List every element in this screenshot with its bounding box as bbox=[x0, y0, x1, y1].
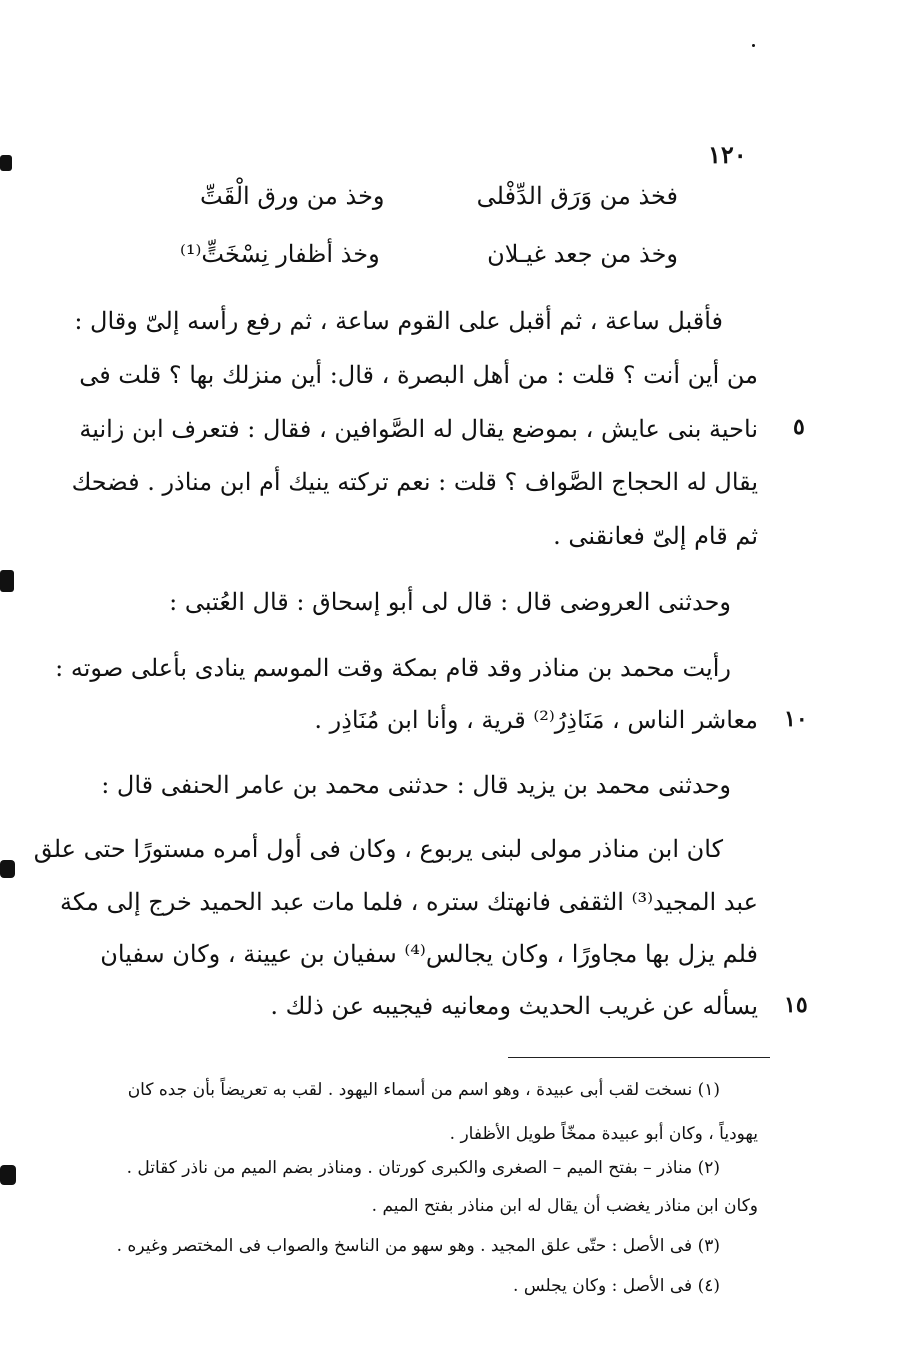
scan-mark bbox=[0, 860, 15, 878]
verse-1-hemistich-left: وخذ من ورق الْقَتِّ bbox=[200, 182, 385, 210]
scan-mark bbox=[0, 570, 14, 592]
footnote-line: (١) نسخت لقب أبى عبيدة ، وهو اسم من أسماء اليهود . لقب به تعريضاً بأن جده كان bbox=[127, 1080, 720, 1100]
verse-2-hemistich-right: وخذ من جعد غيـلان bbox=[487, 240, 678, 268]
footnote-separator bbox=[508, 1057, 770, 1058]
text-line: معاشر الناس ، مَنَاذِرُ⁽²⁾ قرية ، وأنا ابن مُنَاذِر . bbox=[314, 706, 758, 734]
footnote-line: (٤) فى الأصل : وكان يجلس . bbox=[513, 1276, 720, 1296]
page-number: ١٢٠ bbox=[708, 140, 747, 169]
text-line: من أين أنت ؟ قلت : من أهل البصرة ، قال: أين منزلك بها ؟ قلت فى bbox=[79, 361, 758, 389]
text-line: رأيت محمد بن مناذر وقد قام بمكة وقت الموسم ينادى بأعلى صوته : bbox=[55, 654, 731, 682]
footnote-line: وكان ابن مناذر يغضب أن يقال له ابن مناذر بفتح الميم . bbox=[371, 1196, 758, 1216]
line-number: ٥ bbox=[793, 414, 805, 440]
text-line: يسأله عن غريب الحديث ومعانيه فيجيبه عن ذلك . bbox=[270, 992, 758, 1020]
footnote-line: (٣) فى الأصل : حتّى علق المجيد . وهو سهو من الناسخ والصواب فى المختصر وغيره . bbox=[116, 1236, 720, 1256]
text-line: عبد المجيد⁽³⁾ الثقفى فانهتك ستره ، فلما مات عبد الحميد خرج إلى مكة bbox=[60, 888, 758, 916]
text-line: فلم يزل بها مجاورًا ، وكان يجالس⁽⁴⁾ سفيان بن عيينة ، وكان سفيان bbox=[100, 940, 758, 968]
text-line: كان ابن مناذر مولى لبنى يربوع ، وكان فى أول أمره مستورًا حتى علق bbox=[33, 835, 723, 863]
text-line: ثم قام إلىّ فعانقنى . bbox=[553, 522, 758, 550]
footnote-line: (٢) مناذر – بفتح الميم – الصغرى والكبرى كورتان . ومناذر بضم الميم من ناذر كقاتل . bbox=[126, 1158, 720, 1178]
line-number: ١٠ bbox=[784, 706, 808, 732]
scan-mark bbox=[0, 1165, 16, 1185]
text-line: يقال له الحجاج الصَّواف ؟ قلت : نعم تركته ينيك أم ابن مناذر . فضحك bbox=[71, 468, 758, 496]
text-line: وحدثنى محمد بن يزيد قال : حدثنى محمد بن عامر الحنفى قال : bbox=[101, 771, 731, 799]
verse-2-hemistich-left: وخذ أظفار نِسْخَتٍّ⁽¹⁾ bbox=[180, 240, 380, 268]
text-line: فأقبل ساعة ، ثم أقبل على القوم ساعة ، ثم رفع رأسه إلىّ وقال : bbox=[74, 307, 723, 335]
text-line: وحدثنى العروضى قال : قال لى أبو إسحاق : قال العُتبى : bbox=[169, 588, 731, 616]
scan-mark bbox=[0, 155, 12, 171]
footnote-line: يهودياً ، وكان أبو عبيدة ممخّاً طويل الأظفار . bbox=[449, 1124, 758, 1144]
verse-1-hemistich-right: فخذ من وَرَق الدِّفْلى bbox=[476, 182, 678, 210]
scan-dot bbox=[752, 44, 755, 47]
line-number: ١٥ bbox=[784, 992, 808, 1018]
text-line: ناحية بنى عايش ، بموضع يقال له الصَّوافين ، فقال : فتعرف ابن زانية bbox=[79, 415, 758, 443]
